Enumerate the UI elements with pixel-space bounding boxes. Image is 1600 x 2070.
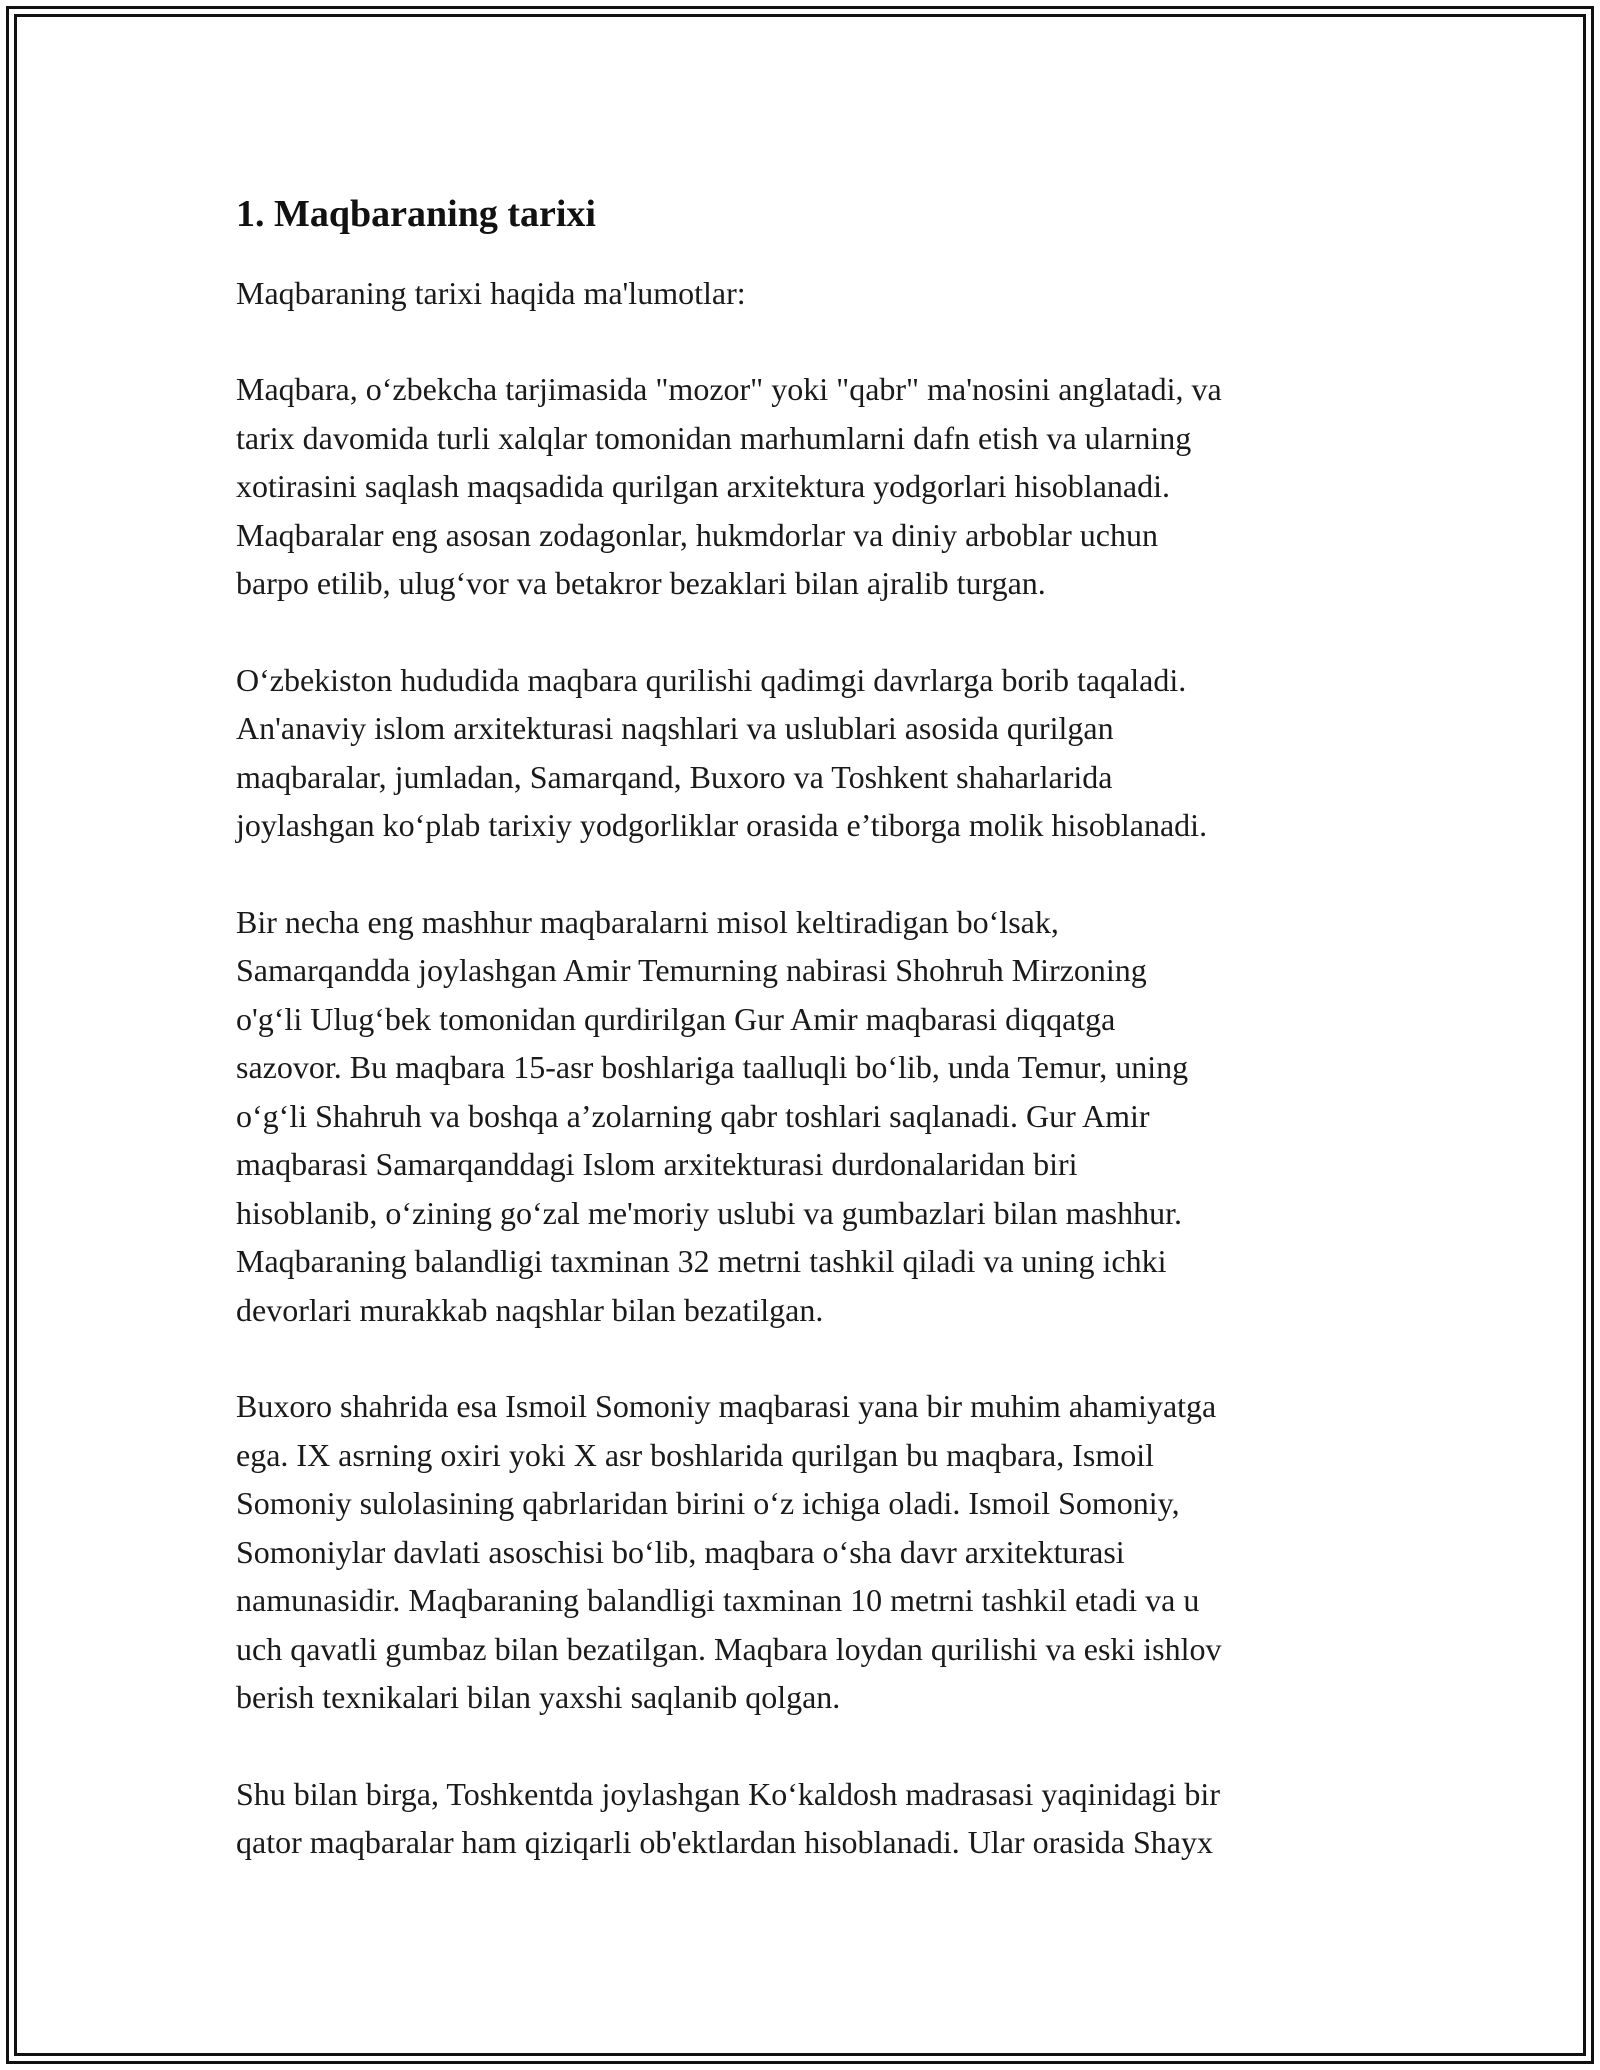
text-line: joylashgan koʻplab tarixiy yodgorliklar orasida e’tiborga molik hisoblanadi. [236,807,1208,843]
text-line: Buxoro shahrida esa Ismoil Somoniy maqbarasi yana bir muhim ahamiyatga [236,1388,1217,1424]
text-line: devorlari murakkab naqshlar bilan bezatilgan. [236,1291,824,1328]
text-line: Oʻzbekiston hududida maqbara qurilishi qadimgi davrlarga borib taqaladi. [236,661,1187,698]
paragraph-3 [236,898,1386,1335]
text-line: Somoniylar davlati asoschisi boʻlib, maqbara oʻsha davr arxitekturasi [236,1533,1125,1570]
text-line: qator maqbaralar ham qiziqarli ob'ektlardan hisoblanadi. Ular orasida Shayx [236,1824,1213,1860]
text-line: xotirasini saqlash maqsadida qurilgan arxitektura yodgorlari hisoblanadi. [236,468,1170,504]
text-line: oʻgʻli Shahruh va boshqa a’zolarning qabr toshlari saqlanadi. Gur Amir [236,1097,1150,1134]
text-line: Samarqandda joylashgan Amir Temurning nabirasi Shohruh Mirzoning [236,952,1147,988]
text-line: maqbarasi Samarqanddagi Islom arxitekturasi durdonalaridan biri [236,1146,1078,1182]
text-line: Maqbaraning balandligi taxminan 32 metrni tashkil qiladi va uning ichki [236,1243,1167,1279]
paragraph-1 [236,365,1386,608]
paragraph-2 [236,656,1386,850]
paragraph-4 [236,1382,1386,1722]
document-body [236,185,1386,1915]
text-line: o'gʻli Ulugʻbek tomonidan qurdirilgan Gur Amir maqbarasi diqqatga [236,1000,1116,1037]
text-line: Maqbaralar eng asosan zodagonlar, hukmdorlar va diniy arboblar uchun [236,516,1158,553]
intro-text: Maqbaraning tarixi haqida ma'lumotlar: [236,275,746,311]
text-line: hisoblanib, oʻzining goʻzal me'moriy uslubi va gumbazlari bilan mashhur. [236,1194,1183,1231]
text-line: namunasidir. Maqbaraning balandligi taxminan 10 metrni tashkil etadi va u [236,1582,1200,1618]
section-heading: 1. Maqbaraning tarixi [236,193,596,235]
text-line: ega. IX asrning oxiri yoki X asr boshlarida qurilgan bu maqbara, Ismoil [236,1436,1154,1473]
text-line: An'anaviy islom arxitekturasi naqshlari va uslublari asosida qurilgan [236,710,1114,746]
text-line: sazovor. Bu maqbara 15-asr boshlariga taalluqli boʻlib, unda Temur, uning [236,1049,1189,1085]
text-line: uch qavatli gumbaz bilan bezatilgan. Maqbara loydan qurilishi va eski ishlov [236,1630,1222,1667]
paragraph-5 [236,1770,1386,1867]
text-line: barpo etilib, ulugʻvor va betakror bezaklari bilan ajralib turgan. [236,565,1046,601]
text-line: Maqbara, oʻzbekcha tarjimasida "mozor" yoki "qabr" ma'nosini anglatadi, va [236,371,1222,407]
text-line: tarix davomida turli xalqlar tomonidan marhumlarni dafn etish va ularning [236,419,1192,456]
text-line: Shu bilan birga, Toshkentda joylashgan Koʻkaldosh madrasasi yaqinidagi bir [236,1775,1220,1812]
text-line: Somoniy sulolasining qabrlaridan birini oʻz ichiga oladi. Ismoil Somoniy, [236,1485,1180,1521]
text-line: maqbaralar, jumladan, Samarqand, Buxoro va Toshkent shaharlarida [236,758,1113,795]
text-line: berish texnikalari bilan yaxshi saqlanib qolgan. [236,1679,841,1715]
text-line: Bir necha eng mashhur maqbaralarni misol keltiradigan boʻlsak, [236,903,1059,940]
